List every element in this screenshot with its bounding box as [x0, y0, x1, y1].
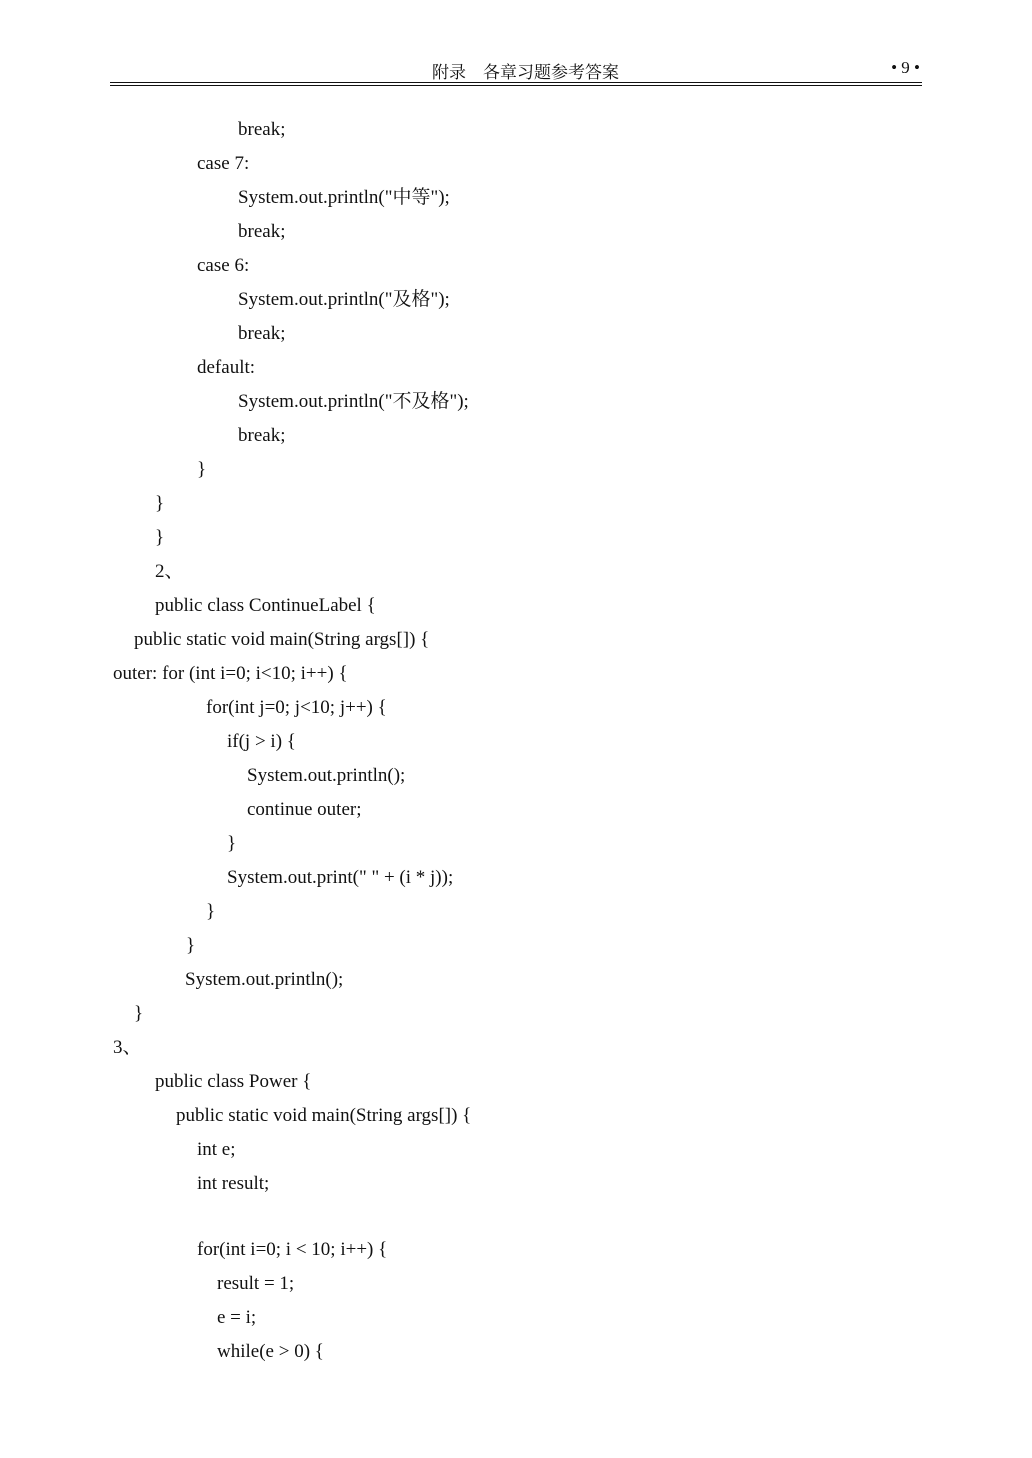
code-line: for(int i=0; i < 10; i++) {: [197, 1239, 388, 1260]
code-line: int e;: [197, 1139, 236, 1160]
header-rule-thin: [110, 82, 922, 83]
code-line: }: [206, 901, 216, 922]
code-line: continue outer;: [247, 799, 362, 820]
code-line: }: [155, 527, 165, 548]
code-line: }: [134, 1003, 144, 1024]
code-line: }: [155, 493, 165, 514]
code-line: System.out.println();: [247, 765, 406, 786]
code-line: break;: [238, 425, 286, 446]
code-line: }: [186, 935, 196, 956]
code-line: int result;: [197, 1173, 270, 1194]
code-line: break;: [238, 119, 286, 140]
header-rule-thick: [110, 85, 922, 86]
code-line: for(int j=0; j<10; j++) {: [206, 697, 387, 718]
code-line: break;: [238, 221, 286, 242]
code-line: }: [197, 459, 207, 480]
code-line: System.out.println("中等");: [238, 187, 450, 208]
code-line: e = i;: [217, 1307, 257, 1328]
code-line: public class Power {: [155, 1071, 312, 1092]
page-header: [110, 58, 922, 82]
code-line: outer: for (int i=0; i<10; i++) {: [113, 663, 348, 684]
page-number: • 9 •: [891, 58, 920, 77]
code-line: case 7:: [197, 153, 250, 174]
code-line: if(j > i) {: [227, 731, 296, 752]
section-number: 3、: [113, 1037, 142, 1058]
code-line: default:: [197, 357, 256, 378]
code-line: while(e > 0) {: [217, 1341, 324, 1362]
code-line: break;: [238, 323, 286, 344]
code-line: public static void main(String args[]) {: [134, 629, 430, 650]
section-number: 2、: [155, 561, 184, 582]
code-line: System.out.println("不及格");: [238, 391, 469, 412]
code-line: }: [227, 833, 237, 854]
code-line: public class ContinueLabel {: [155, 595, 376, 616]
code-line: System.out.print(" " + (i * j));: [227, 867, 454, 888]
code-line: public static void main(String args[]) {: [176, 1105, 472, 1126]
header-title: 附录 各章习题参考答案: [432, 63, 619, 82]
code-line: System.out.println("及格");: [238, 289, 450, 310]
code-line: System.out.println();: [185, 969, 344, 990]
code-line: case 6:: [197, 255, 250, 276]
code-line: result = 1;: [217, 1273, 295, 1294]
